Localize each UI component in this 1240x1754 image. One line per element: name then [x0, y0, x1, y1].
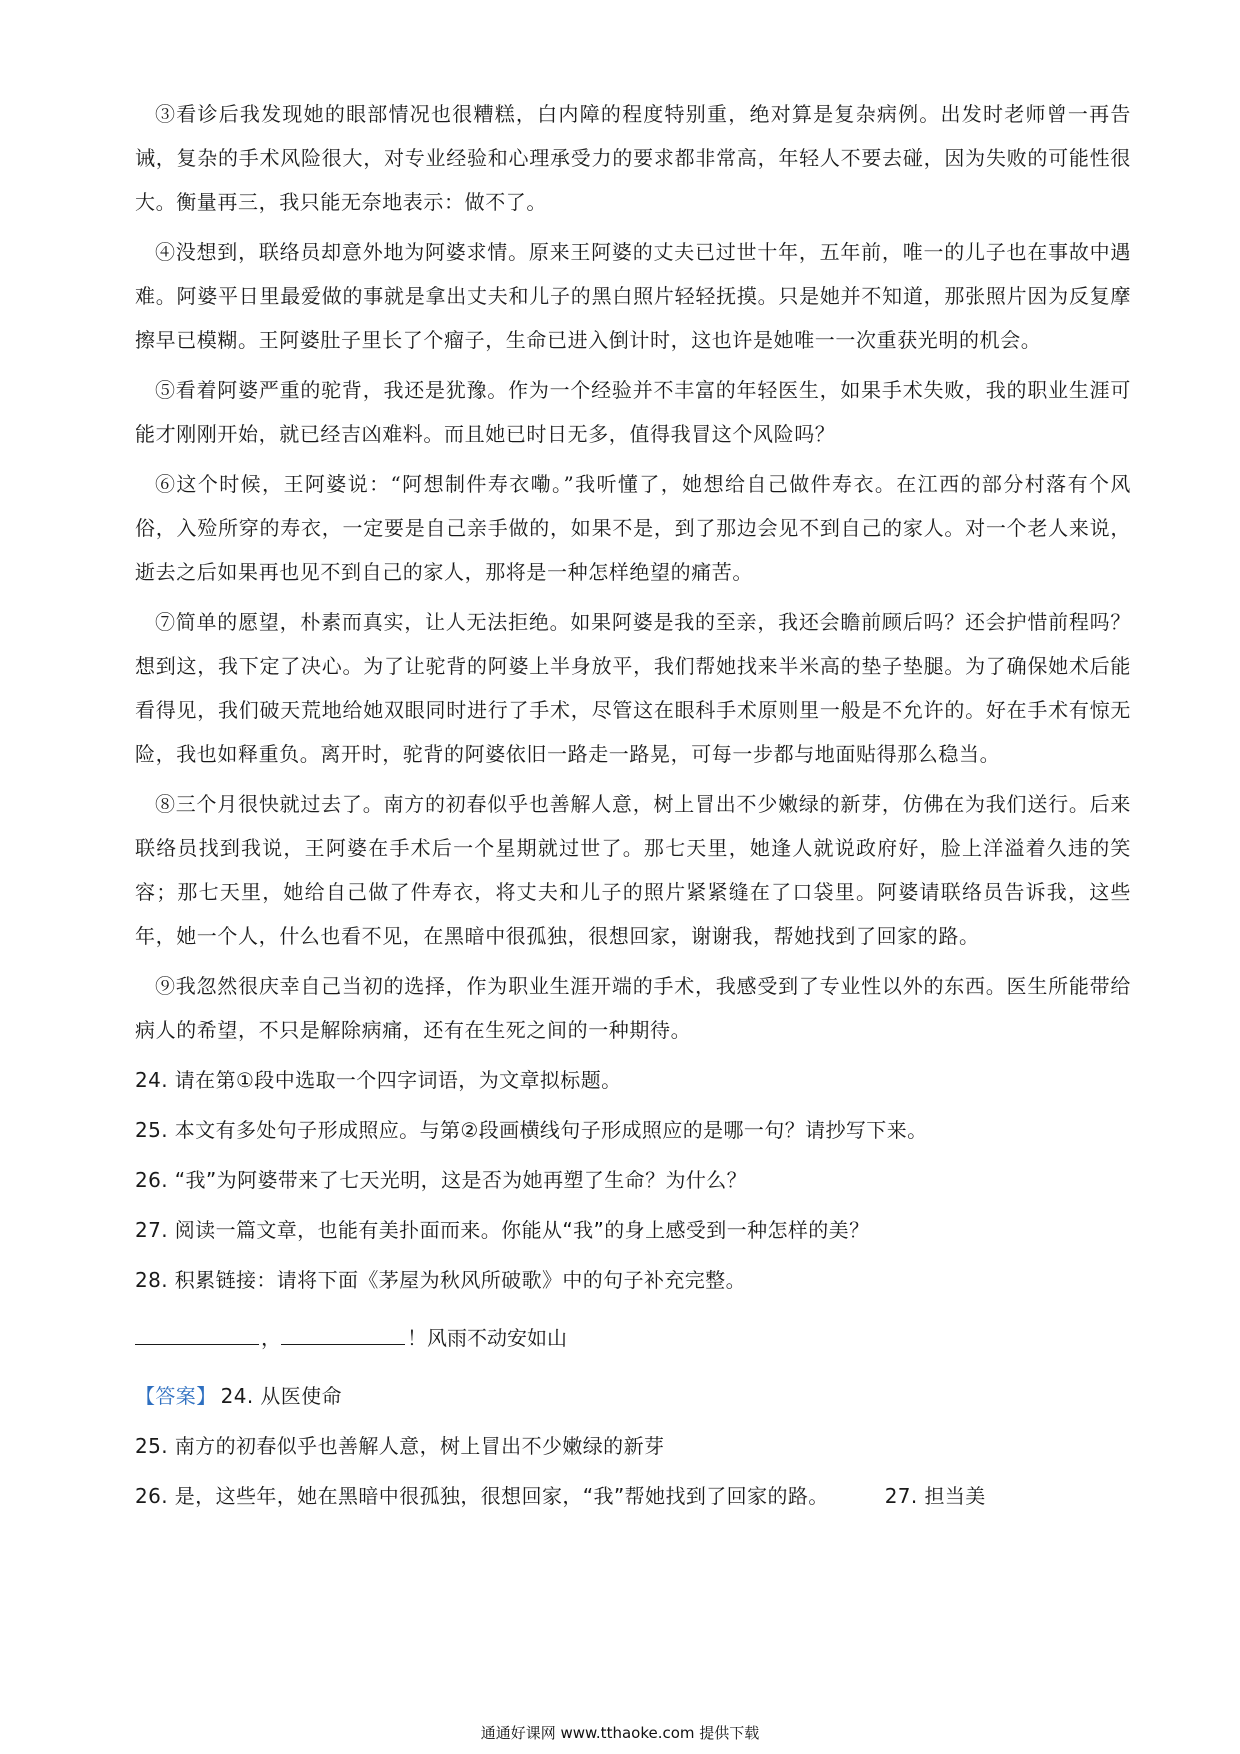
blank-2[interactable] [281, 1324, 405, 1345]
answer-26-27-line [135, 1482, 1131, 1510]
paragraph-6: ⑥这个时候，王阿婆说：“阿想制件寿衣嘞。”我听懂了，她想给自己做件寿衣。在江西的部分村落有个风俗，入殓所穿的寿衣，一定要是自己亲手做的，如果不是，到了那边会见不到自己的家人。对一个老人来说，逝去之后如果再也见不到自己的家人，那将是一种怎样绝望的痛苦。 [135, 472, 1131, 584]
blank-exclamation: ！ [407, 1326, 427, 1350]
blank-1[interactable] [135, 1324, 259, 1345]
question-25: 25. 本文有多处句子形成照应。与第②段画横线句子形成照应的是哪一句？请抄写下来。 [135, 1118, 928, 1142]
question-28: 28. 积累链接：请将下面《茅屋为秋风所破歌》中的句子补充完整。 [135, 1268, 746, 1292]
page-footer: 通通好课网 www.tthaoke.com 提供下载 [480, 1724, 760, 1742]
answer-24: 24. 从医使命 [220, 1384, 342, 1408]
blank-separator: ， [261, 1326, 281, 1350]
paragraph-7: ⑦简单的愿望，朴素而真实，让人无法拒绝。如果阿婆是我的至亲，我还会瞻前顾后吗？还会护惜前程吗？想到这，我下定了决心。为了让驼背的阿婆上半身放平，我们帮她找来半米高的垫子垫腿。为了确保她术后能看得见，我们破天荒地给她双眼同时进行了手术，尽管这在眼科手术原则里一般是不允许的。好在手术有惊无险，我也如释重负。离开时，驼背的阿婆依旧一路走一路晃，可每一步都与地面贴得那么稳当。 [135, 610, 1131, 766]
question-27: 27. 阅读一篇文章，也能有美扑面而来。你能从“我”的身上感受到一种怎样的美？ [135, 1218, 870, 1242]
document-page [135, 92, 1131, 1532]
answer-27: 27. 担当美 [884, 1484, 986, 1508]
paragraph-4: ④没想到，联络员却意外地为阿婆求情。原来王阿婆的丈夫已过世十年，五年前，唯一的儿子也在事故中遇难。阿婆平日里最爱做的事就是拿出丈夫和儿子的黑白照片轻轻抚摸。只是她并不知道，那张照片因为反复摩擦早已模糊。王阿婆肚子里长了个瘤子，生命已进入倒计时，这也许是她唯一一次重获光明的机会。 [135, 240, 1131, 352]
answer-24-line [135, 1382, 1131, 1410]
answer-25: 25. 南方的初春似乎也善解人意，树上冒出不少嫩绿的新芽 [135, 1434, 665, 1458]
question-24: 24. 请在第①段中选取一个四字词语，为文章拟标题。 [135, 1068, 622, 1092]
poem-line-tail: 风雨不动安如山 [427, 1326, 567, 1350]
fill-in-blank-line [135, 1324, 1131, 1352]
paragraph-8: ⑧三个月很快就过去了。南方的初春似乎也善解人意，树上冒出不少嫩绿的新芽，仿佛在为我们送行。后来联络员找到我说，王阿婆在手术后一个星期就过世了。那七天里，她逢人就说政府好，脸上洋溢着久违的笑容；那七天里，她给自己做了件寿衣，将丈夫和儿子的照片紧紧缝在了口袋里。阿婆请联络员告诉我，这些年，她一个人，什么也看不见，在黑暗中很孤独，很想回家，谢谢我，帮她找到了回家的路。 [135, 792, 1131, 948]
question-26: 26. “我”为阿婆带来了七天光明，这是否为她再塑了生命？为什么？ [135, 1168, 748, 1192]
paragraph-5: ⑤看着阿婆严重的驼背，我还是犹豫。作为一个经验并不丰富的年轻医生，如果手术失败，我的职业生涯可能才刚刚开始，就已经吉凶难料。而且她已时日无多，值得我冒这个风险吗？ [135, 378, 1131, 446]
answer-26: 26. 是，这些年，她在黑暗中很孤独，很想回家，“我”帮她找到了回家的路。 [135, 1484, 829, 1508]
paragraph-9: ⑨我忽然很庆幸自己当初的选择，作为职业生涯开端的手术，我感受到了专业性以外的东西。医生所能带给病人的希望，不只是解除病痛，还有在生死之间的一种期待。 [135, 974, 1131, 1042]
answer-tag: 【答案】 [135, 1384, 217, 1408]
paragraph-3: ③看诊后我发现她的眼部情况也很糟糕，白内障的程度特别重，绝对算是复杂病例。出发时老师曾一再告诫，复杂的手术风险很大，对专业经验和心理承受力的要求都非常高，年轻人不要去碰，因为失败的可能性很大。衡量再三，我只能无奈地表示：做不了。 [135, 102, 1131, 214]
